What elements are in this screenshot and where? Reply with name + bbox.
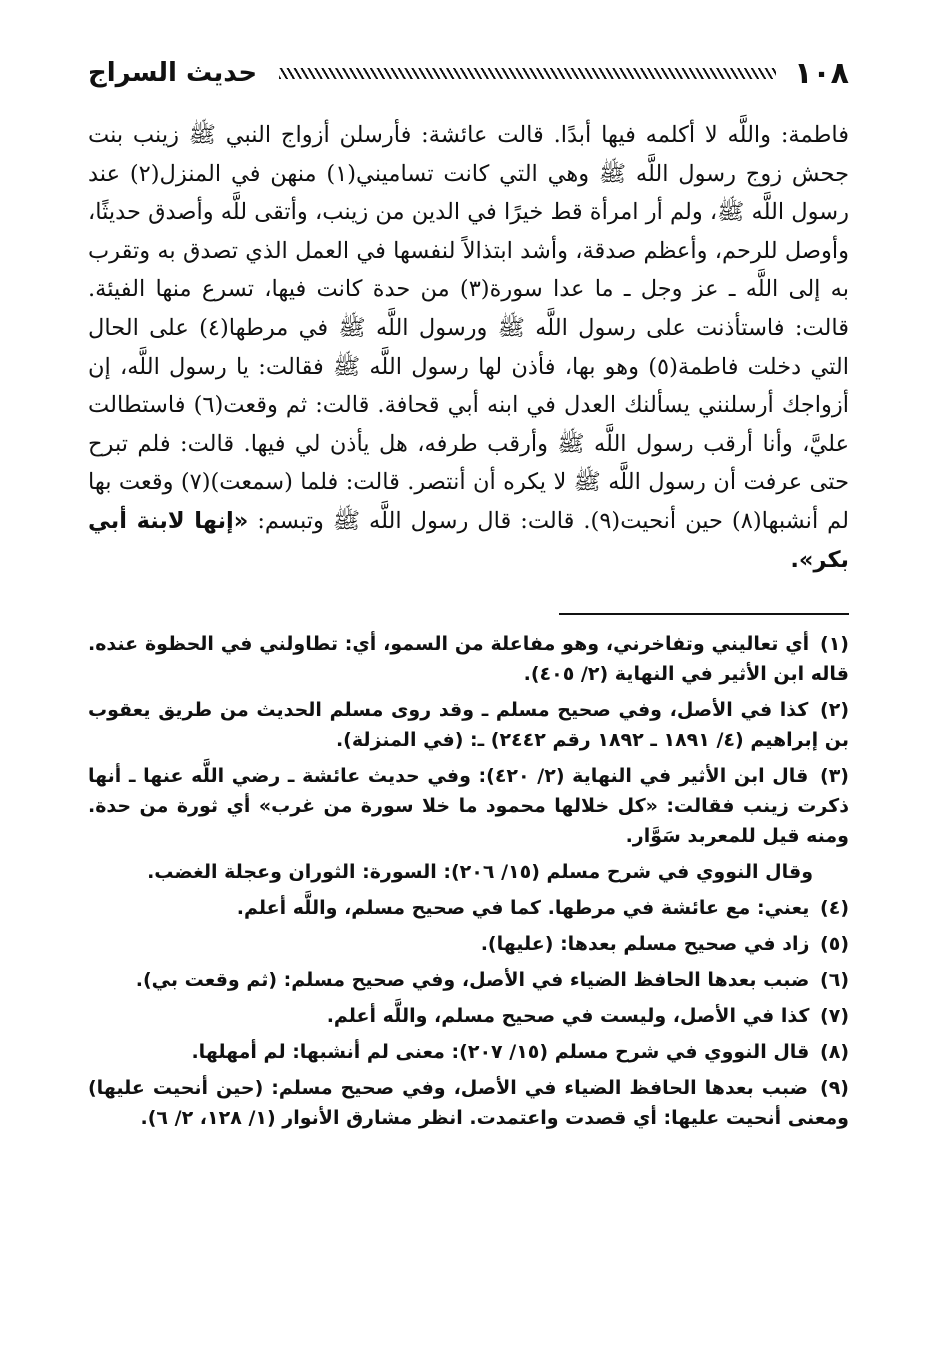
footnote [88,1073,849,1133]
footnote-text: ضبب بعدها الحافظ الضياء في الأصل، وفي صحيح مسلم: (ثم وقعت بي). [135,969,810,992]
footnote-number: (٤) [820,897,849,920]
footnote-text: قال النووي في شرح مسلم (١٥/ ٢٠٧): معنى لم أنشبها: لم أمهلها. [191,1041,810,1064]
footnote-separator [559,613,849,615]
footnote-text: كذا في الأصل، وفي صحيح مسلم ـ وقد روى مسلم الحديث من طريق يعقوب بن إبراهيم (٤/ ١٨٩١ ـ ١٨٩٢ رقم ٢٤٤٢) ـ: (في المنزلة). [88,699,849,752]
hadith-paragraph [88,116,849,579]
footnote [88,761,849,851]
page-number: ١٠٨ [794,55,849,91]
header-decorative-rule [279,68,776,79]
footnote [88,965,849,995]
book-title: حديث السراج [88,58,258,88]
footnote [88,1001,849,1031]
footnote [88,695,849,755]
footnote-continuation [88,857,849,887]
footnote-text: يعني: مع عائشة في مرطها. كما في صحيح مسلم، واللَّه أعلم. [236,897,810,920]
footnote-number: (٢) [820,699,849,722]
footnote-text: قال ابن الأثير في النهاية (٢/ ٤٢٠): وفي حديث عائشة ـ رضي اللَّه عنها ـ أنها ذكرت زينب فقالت: «كل خلالها محمود ما خلا سورة من غرب» أي ثورة من حدة. ومنه قيل للمعربد سَوَّار. [88,765,849,848]
footnote [88,893,849,923]
footnote [88,629,849,689]
footnote [88,929,849,959]
hadith-quote: «إنها لابنة أبي بكر». [88,507,849,573]
hadith-narration: فاطمة: واللَّه لا أكلمه فيها أبدًا. قالت عائشة: فأرسلن أزواج النبي ﷺ زينب بنت جحش زوج رسول اللَّه ﷺ وهي التي كانت تساميني(١) منهن في المنزل(٢) عند رسول اللَّه ﷺ، ولم أر امرأة قط خيرًا في الدين من زينب، وأتقى للَّه وأصدق حديثًا، وأوصل للرحم، وأعظم صدقة، وأشد ابتذالاً لنفسها في العمل الذي تصدق به وتقرب به إلى اللَّه ـ عز وجل ـ ما عدا سورة(٣) من حدة كانت فيها، تسرع منها الفيئة. قالت: فاستأذنت على رسول اللَّه ﷺ ورسول اللَّه ﷺ في مرطها(٤) على الحال التي دخلت فاطمة(٥) وهو بها، فأذن لها رسول اللَّه ﷺ فقالت: يا رسول اللَّه، إن أزواجك أرسلنني يسألنك العدل في ابنه أبي قحافة. قالت: ثم وقعت(٦) فاستطالت عليَّ، وأنا أرقب رسول اللَّه ﷺ وأرقب طرفه، هل يأذن لي فيها. قالت: فلم تبرح حتى عرفت أن رسول اللَّه ﷺ لا يكره أن أنتصر. قالت: فلما (سمعت)(٧) وقعت بها لم أنشبها(٨) حين أنحيت(٩). قالت: قال رسول اللَّه ﷺ وتبسم: [88,122,850,534]
footnote-text: أي تعاليني وتفاخرني، وهو مفاعلة من السمو، أي: تطاولني في الحظوة عنده. قاله ابن الأثير في النهاية (٢/ ٤٠٥). [88,633,849,686]
main-text [88,116,849,579]
footnote-number: (١) [820,633,849,656]
running-header [88,50,849,96]
footnote-text: وقال النووي في شرح مسلم (١٥/ ٢٠٦): السورة: الثوران وعجلة الغضب. [147,861,813,884]
footnote-text: كذا في الأصل، وليست في صحيح مسلم، واللَّه أعلم. [326,1005,810,1028]
footnote-text: ضبب بعدها الحافظ الضياء في الأصل، وفي صحيح مسلم: (حين أنحيت عليها) ومعنى أنحيت عليها: أي قصدت واعتمدت. انظر مشارق الأنوار (١/ ١٢٨، ٢/ ٦). [88,1077,849,1130]
footnote-number: (٣) [820,765,849,788]
footnote-number: (٧) [820,1005,849,1028]
footnote-text: زاد في صحيح مسلم بعدها: (عليها). [480,933,810,956]
footnote-number: (٨) [820,1041,849,1064]
footnote-number: (٦) [820,969,849,992]
footnote-number: (٥) [820,933,849,956]
footnote [88,1037,849,1067]
footnote-number: (٩) [820,1077,849,1100]
footnotes [88,629,849,1133]
